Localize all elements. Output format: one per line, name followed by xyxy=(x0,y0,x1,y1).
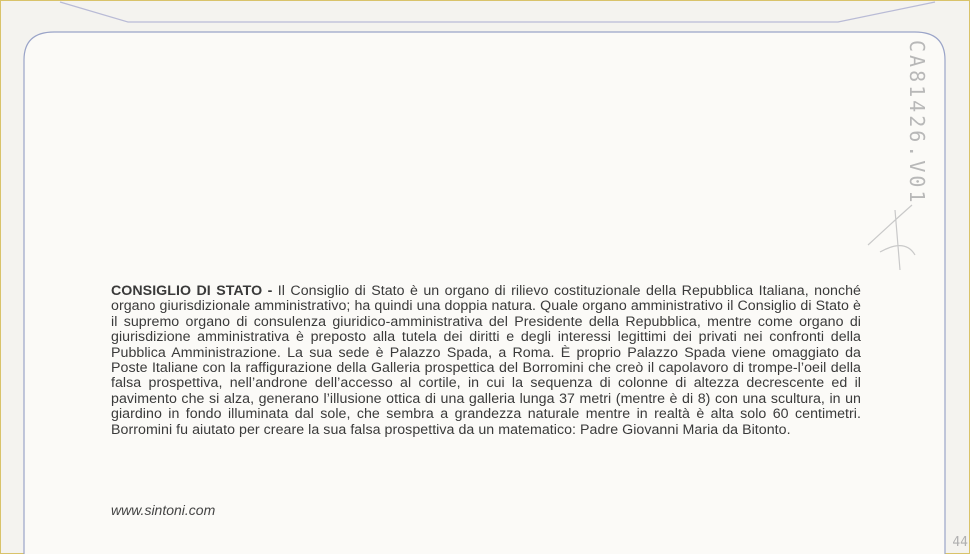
description-body: Il Consiglio di Stato è un organo di rilievo costituzionale della Repubblica Italiana, nonché organo giurisdizionale amministrativo; ha quindi una doppia natura. Quale organo amministrativo il Consiglio di Stato è il supremo organo di consulenza giuridico-amministrativa del Presidente della Repubblica, mentre come organo di giurisdizione amministrativa è preposto alla tutela dei diritti e degli interessi legittimi dei privati nei confronti della Pubblica Amministrazione. La sua sede è Palazzo Spada, a Roma. È proprio Palazzo Spada viene omaggiato da Poste Italiane con la raffigurazione della Galleria prospettica del Borromini che creò il capolavoro di trompe-l’oeil della falsa prospettiva, nell’androne dell’accesso al cortile, in cui la sequenza di colonne di altezza decrescente ed il pavimento che si alza, generano l’illusione ottica di una galleria lunga 37 metri (mentre è di 8) con una scultura, in un giardino in fondo illuminata dal sole, che sembra a grandezza naturale mentre in realtà è alta solo 60 centimetri. Borromini fu aiutato per creare la sua falsa prospettiva da un matematico: Padre Giovanni Maria da Bitonto. xyxy=(111,283,861,438)
handwritten-code: CA81426.V01 xyxy=(905,40,929,206)
title-separator: - xyxy=(262,283,278,299)
website-link[interactable]: www.sintoni.com xyxy=(111,502,216,518)
description-title: CONSIGLIO DI STATO xyxy=(111,283,263,299)
description-paragraph xyxy=(111,284,861,438)
corner-mark: 44 xyxy=(952,535,968,550)
